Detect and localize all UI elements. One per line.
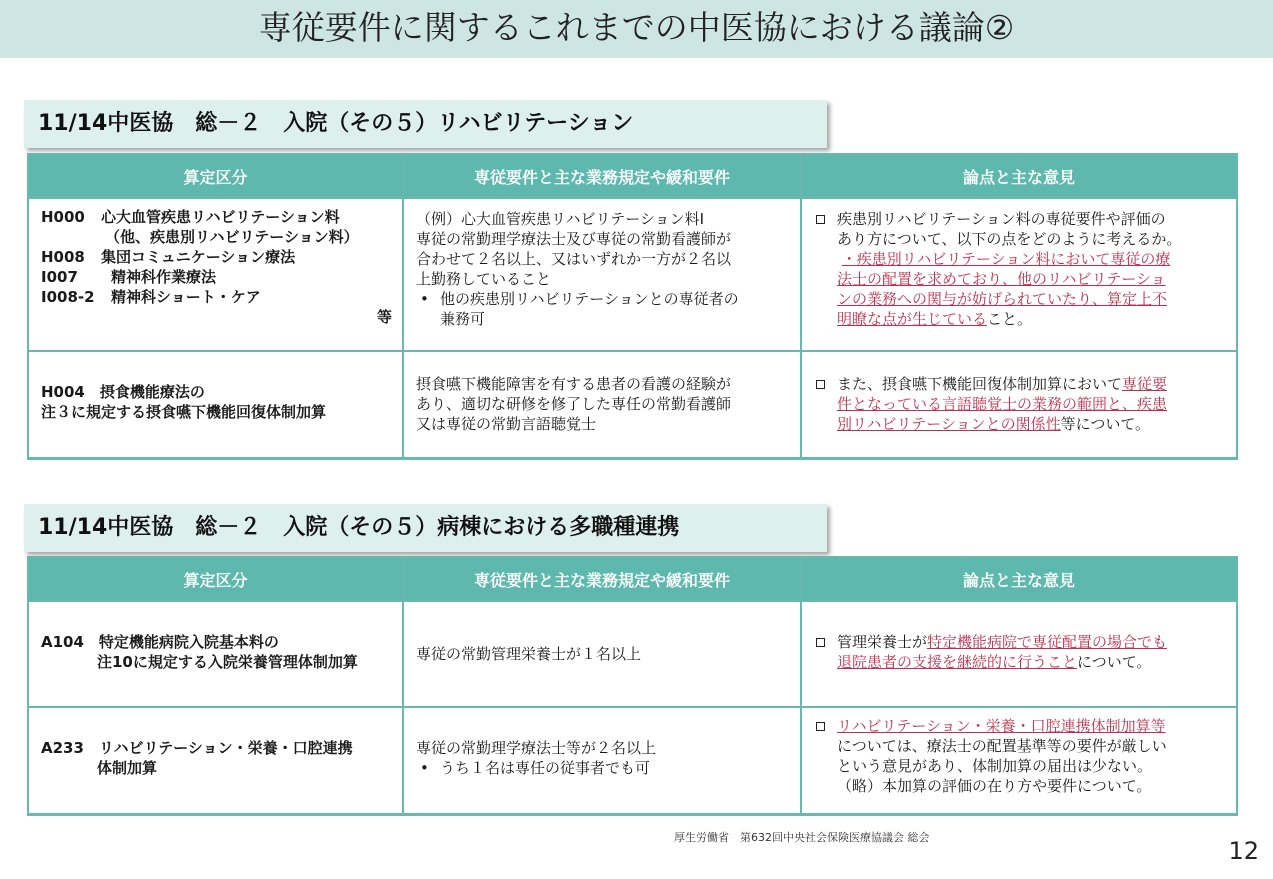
section-2-header-text: 11/14中医協 総－２ 入院（その５）病棟における多職種連携 xyxy=(38,515,680,540)
code-text-line: 注３に規定する摂食嚥下機能回復体制加算 xyxy=(41,403,327,421)
issue-underlined: ンの業務への関与が妨げられていたり、算定上不 xyxy=(837,290,1168,308)
issues-cell xyxy=(801,707,1237,814)
section-1-header xyxy=(24,100,827,148)
checkbox-square-icon xyxy=(816,380,825,389)
issue-line xyxy=(837,249,1181,269)
source-footer: 厚生労働省 第632回中央社会保険医療協議会 総会 xyxy=(674,831,930,844)
req-line: 専従の常勤理学療法士等が２名以上 xyxy=(416,739,657,757)
page-title: 専従要件に関するこれまでの中医協における議論② xyxy=(258,8,1015,47)
req-bullet-text: 他の疾患別リハビリテーションとの専従者の xyxy=(440,290,739,308)
issue-underlined: 明瞭な点が生じている xyxy=(837,310,988,328)
issue-item xyxy=(816,209,1228,329)
issue-line: という意見があり、体制加算の届出は少ない。 xyxy=(837,757,1153,775)
code-line xyxy=(41,247,392,267)
table-header-row xyxy=(28,154,1237,198)
bullet-dot: • xyxy=(420,759,429,777)
issue-line xyxy=(837,374,1167,394)
req-line: 専従の常勤管理栄養士が１名以上 xyxy=(416,645,642,663)
table-row xyxy=(28,351,1237,458)
issue-line: 疾患別リハビリテーション料の専従要件や評価の xyxy=(837,210,1166,228)
requirements-cell xyxy=(403,198,801,351)
req-line: 又は専従の常勤言語聴覚士 xyxy=(416,415,597,433)
req-line: （例）心大血管疾患リハビリテーション料Ⅰ xyxy=(416,210,705,228)
code-line xyxy=(41,267,392,287)
table-row xyxy=(28,601,1237,707)
codes-suffix: 等 xyxy=(376,308,392,326)
code-name: 心大血管疾患リハビリテーション料 xyxy=(101,208,340,226)
santei-cell xyxy=(28,351,403,458)
code: I008-2 xyxy=(41,288,95,306)
requirements-cell xyxy=(403,351,801,458)
code-name-sub: （他、疾患別リハビリテーション料） xyxy=(105,228,359,246)
column-header-issues: 論点と主な意見 xyxy=(801,154,1237,198)
issue-item xyxy=(816,632,1228,672)
santei-cell xyxy=(28,601,403,707)
issue-text: また、摂食嚥下機能回復体制加算において xyxy=(837,375,1123,393)
issue-underlined: 退院患者の支援を継続的に行うこと xyxy=(837,653,1078,671)
bullet-dot: • xyxy=(420,290,429,308)
column-header-santei: 算定区分 xyxy=(28,154,403,198)
code: I007 xyxy=(41,268,78,286)
issue-text: 管理栄養士が xyxy=(837,633,928,651)
issue-underlined: 特定機能病院で専従配置の場合でも xyxy=(927,633,1168,651)
code-name: 精神科作業療法 xyxy=(111,268,217,286)
issue-underlined: 別リハビリテーションとの関係性 xyxy=(837,415,1061,433)
req-bullet-cont xyxy=(416,309,790,329)
issue-tail: こと。 xyxy=(987,310,1033,328)
column-header-requirements: 専従要件と主な業務規定や緩和要件 xyxy=(403,154,801,198)
code-text-line: A104 特定機能病院入院基本料の xyxy=(41,633,279,651)
req-bullet-text: うち１名は専任の従事者でも可 xyxy=(440,759,651,777)
requirements-cell xyxy=(403,601,801,707)
code-text-line: 体制加算 xyxy=(97,759,158,777)
issue-line xyxy=(837,632,1167,652)
issue-line xyxy=(837,269,1181,289)
code-line xyxy=(41,287,392,307)
req-bullet xyxy=(416,289,790,309)
issue-line: あり方について、以下の点をどのように考えるか。 xyxy=(837,230,1182,248)
issue-item xyxy=(816,374,1228,434)
req-bullet xyxy=(416,758,790,778)
section-1-header-text: 11/14中医協 総－２ 入院（その５）リハビリテーション xyxy=(38,111,634,136)
issue-tail: について。 xyxy=(1077,653,1152,671)
checkbox-square-icon xyxy=(816,215,825,224)
table-row xyxy=(28,198,1237,351)
table-row xyxy=(28,707,1237,814)
issue-line xyxy=(837,289,1181,309)
code: H008 xyxy=(41,248,85,266)
code-name: 集団コミュニケーション療法 xyxy=(101,248,296,266)
column-header-requirements: 専従要件と主な業務規定や緩和要件 xyxy=(403,557,801,601)
issues-cell xyxy=(801,351,1237,458)
checkbox-square-icon xyxy=(816,638,825,647)
code: H000 xyxy=(41,208,85,226)
code-text-line: 注10に規定する入院栄養管理体制加算 xyxy=(97,653,358,671)
code-line xyxy=(41,207,392,227)
code-text-line: H004 摂食機能療法の xyxy=(41,383,205,401)
santei-cell xyxy=(28,707,403,814)
santei-cell xyxy=(28,198,403,351)
issue-line: については、療法士の配置基準等の要件が厳しい xyxy=(837,737,1167,755)
issue-line: （略）本加算の評価の在り方や要件について。 xyxy=(837,777,1152,795)
page-number: 12 xyxy=(1228,837,1259,865)
req-line: 専従の常勤理学療法士及び専従の常勤看護師が xyxy=(416,230,732,248)
section-2-table xyxy=(27,556,1238,816)
column-header-santei: 算定区分 xyxy=(28,557,403,601)
req-line: 上勤務していること xyxy=(416,270,552,288)
issue-line xyxy=(837,716,1167,736)
issue-underlined: 専従要 xyxy=(1122,375,1168,393)
issue-underlined: リハビリテーション・栄養・口腔連携体制加算等 xyxy=(837,717,1166,735)
issue-underlined: 法士の配置を求めており、他のリハビリテーショ xyxy=(837,270,1166,288)
issues-cell xyxy=(801,198,1237,351)
requirements-cell xyxy=(403,707,801,814)
column-header-issues: 論点と主な意見 xyxy=(801,557,1237,601)
issue-line xyxy=(837,652,1167,672)
table-header-row xyxy=(28,557,1237,601)
issue-underlined: ・疾患別リハビリテーション料において専従の療 xyxy=(841,250,1171,268)
issues-cell xyxy=(801,601,1237,707)
issue-line xyxy=(837,414,1167,434)
code-text-line: A233 リハビリテーション・栄養・口腔連携 xyxy=(41,739,353,757)
checkbox-square-icon xyxy=(816,722,825,731)
issue-line xyxy=(837,394,1167,414)
section-1-table xyxy=(27,153,1238,460)
issue-item xyxy=(816,716,1228,796)
issue-line xyxy=(837,309,1181,329)
section-2-header xyxy=(24,504,827,552)
req-line: 摂食嚥下機能障害を有する患者の看護の経験が xyxy=(416,375,732,393)
issue-underlined: 件となっている言語聴覚士の業務の範囲と、疾患 xyxy=(837,395,1168,413)
req-line: 合わせて２名以上、又はいずれか一方が２名以 xyxy=(416,250,732,268)
req-bullet-text: 兼務可 xyxy=(440,310,486,328)
issue-tail: 等について。 xyxy=(1060,415,1151,433)
code-name: 精神科ショート・ケア xyxy=(111,288,261,306)
req-line: あり、適切な研修を修了した専任の常勤看護師 xyxy=(416,395,732,413)
